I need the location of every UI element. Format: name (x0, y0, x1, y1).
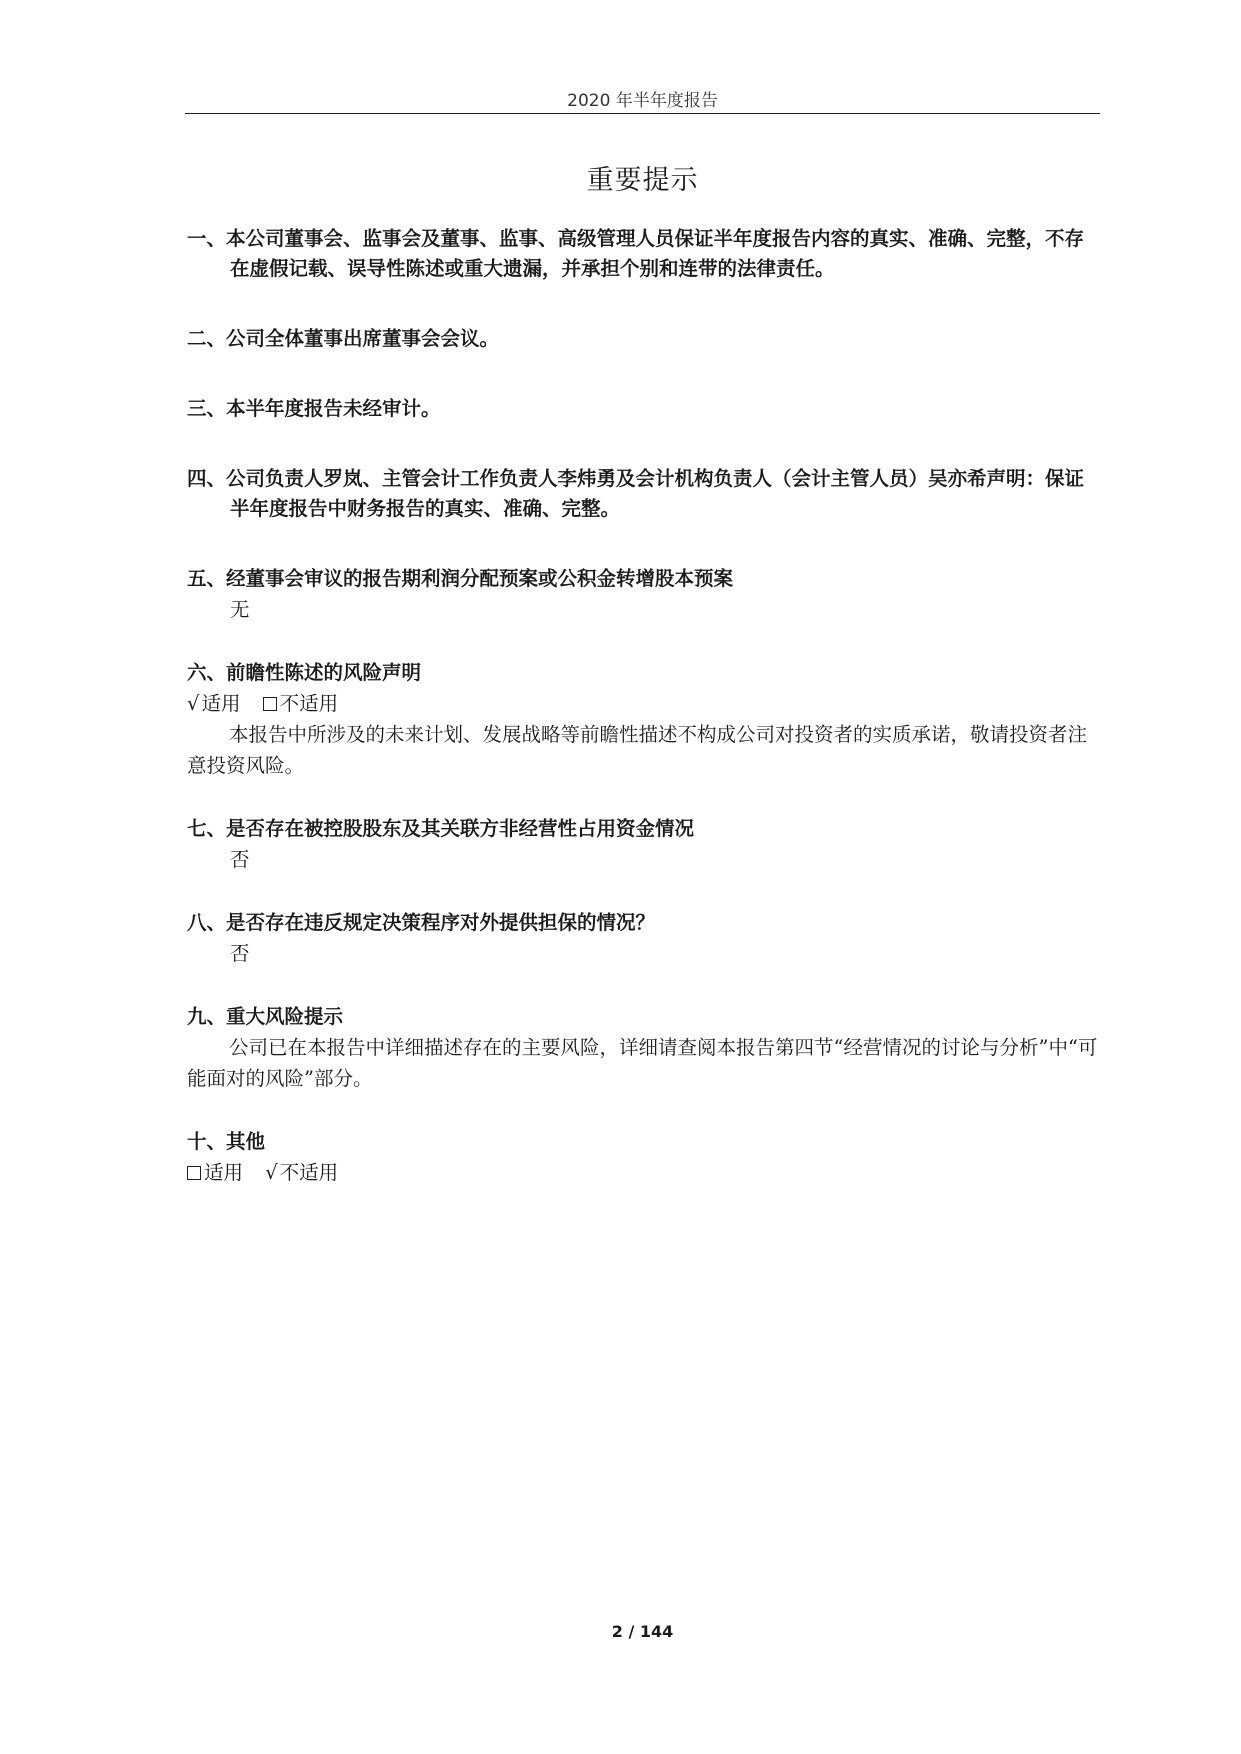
option-applicable (187, 1161, 243, 1184)
page-number: 2 / 144 (611, 1622, 674, 1641)
option-not-applicable-checked (265, 1161, 338, 1184)
section-number: 六、 (187, 661, 227, 684)
option-applicable-checked (187, 692, 240, 715)
section-heading (187, 324, 1102, 354)
section-number: 八、 (187, 911, 227, 934)
header-rule (185, 113, 1100, 114)
section-heading (187, 564, 1102, 594)
section-heading-text: 本公司董事会、监事会及董事、监事、高级管理人员保证半年度报告内容的真实、准确、完整，不存在虚假记载、误导性陈述或重大遗漏，并承担个别和连带的法律责任。 (226, 227, 1085, 280)
section-6 (187, 658, 1102, 781)
page-title: 重要提示 (586, 165, 699, 196)
section-7 (187, 814, 1102, 875)
section-1 (187, 224, 1102, 284)
section-2 (187, 324, 1102, 354)
running-header: 2020 年半年度报告 (567, 91, 718, 111)
section-number: 三、 (187, 397, 227, 420)
empty-checkbox-icon (263, 697, 277, 711)
section-number: 七、 (187, 817, 227, 840)
section-heading-text: 公司负责人罗岚、主管会计工作负责人李炜勇及会计机构负责人（会计主管人员）吴亦希声明：保证半年度报告中财务报告的真实、准确、完整。 (226, 467, 1085, 520)
section-number: 九、 (187, 1005, 227, 1028)
section-heading-text: 重大风险提示 (226, 1005, 344, 1028)
section-5 (187, 564, 1102, 625)
section-9 (187, 1002, 1102, 1094)
check-mark-icon: √ (187, 692, 200, 715)
section-heading-text: 其他 (226, 1130, 266, 1153)
section-heading (187, 814, 1102, 844)
section-value: 否 (230, 942, 250, 965)
section-heading-text: 是否存在被控股股东及其关联方非经营性占用资金情况 (226, 817, 695, 840)
option-label: 适用 (204, 1161, 244, 1184)
section-heading-text: 是否存在违反规定决策程序对外提供担保的情况？ (226, 911, 656, 934)
option-label: 适用 (201, 692, 241, 715)
section-3 (187, 394, 1102, 424)
section-paragraph: 本报告中所涉及的未来计划、发展战略等前瞻性描述不构成公司对投资者的实质承诺，敬请投资者注意投资风险。 (187, 723, 1088, 777)
section-4 (187, 464, 1102, 524)
section-heading (187, 1002, 1102, 1032)
option-not-applicable (263, 692, 339, 715)
section-number: 二、 (187, 327, 227, 350)
section-heading (187, 908, 1102, 938)
applicability-options (187, 688, 1102, 719)
section-heading (187, 224, 1102, 284)
section-number: 一、 (187, 227, 227, 250)
section-value: 否 (230, 848, 250, 871)
check-mark-icon: √ (265, 1161, 278, 1184)
section-10 (187, 1127, 1102, 1188)
section-paragraph: 公司已在本报告中详细描述存在的主要风险，详细请查阅本报告第四节“经营情况的讨论与分析”中“可能面对的风险”部分。 (187, 1036, 1098, 1090)
section-8 (187, 908, 1102, 969)
section-heading-text: 本半年度报告未经审计。 (226, 397, 441, 420)
section-heading (187, 658, 1102, 688)
empty-checkbox-icon (187, 1166, 201, 1180)
section-heading (187, 394, 1102, 424)
applicability-options (187, 1157, 1102, 1188)
option-label: 不适用 (279, 692, 339, 715)
option-label: 不适用 (279, 1161, 339, 1184)
section-heading-text: 前瞻性陈述的风险声明 (226, 661, 422, 684)
section-number: 五、 (187, 567, 227, 590)
section-heading (187, 464, 1102, 524)
section-number: 十、 (187, 1130, 227, 1153)
section-heading-text: 经董事会审议的报告期利润分配预案或公积金转增股本预案 (226, 567, 734, 590)
section-heading (187, 1127, 1102, 1157)
content-body (187, 224, 1102, 1188)
section-heading-text: 公司全体董事出席董事会会议。 (226, 327, 500, 350)
section-number: 四、 (187, 467, 227, 490)
section-value: 无 (230, 598, 250, 621)
